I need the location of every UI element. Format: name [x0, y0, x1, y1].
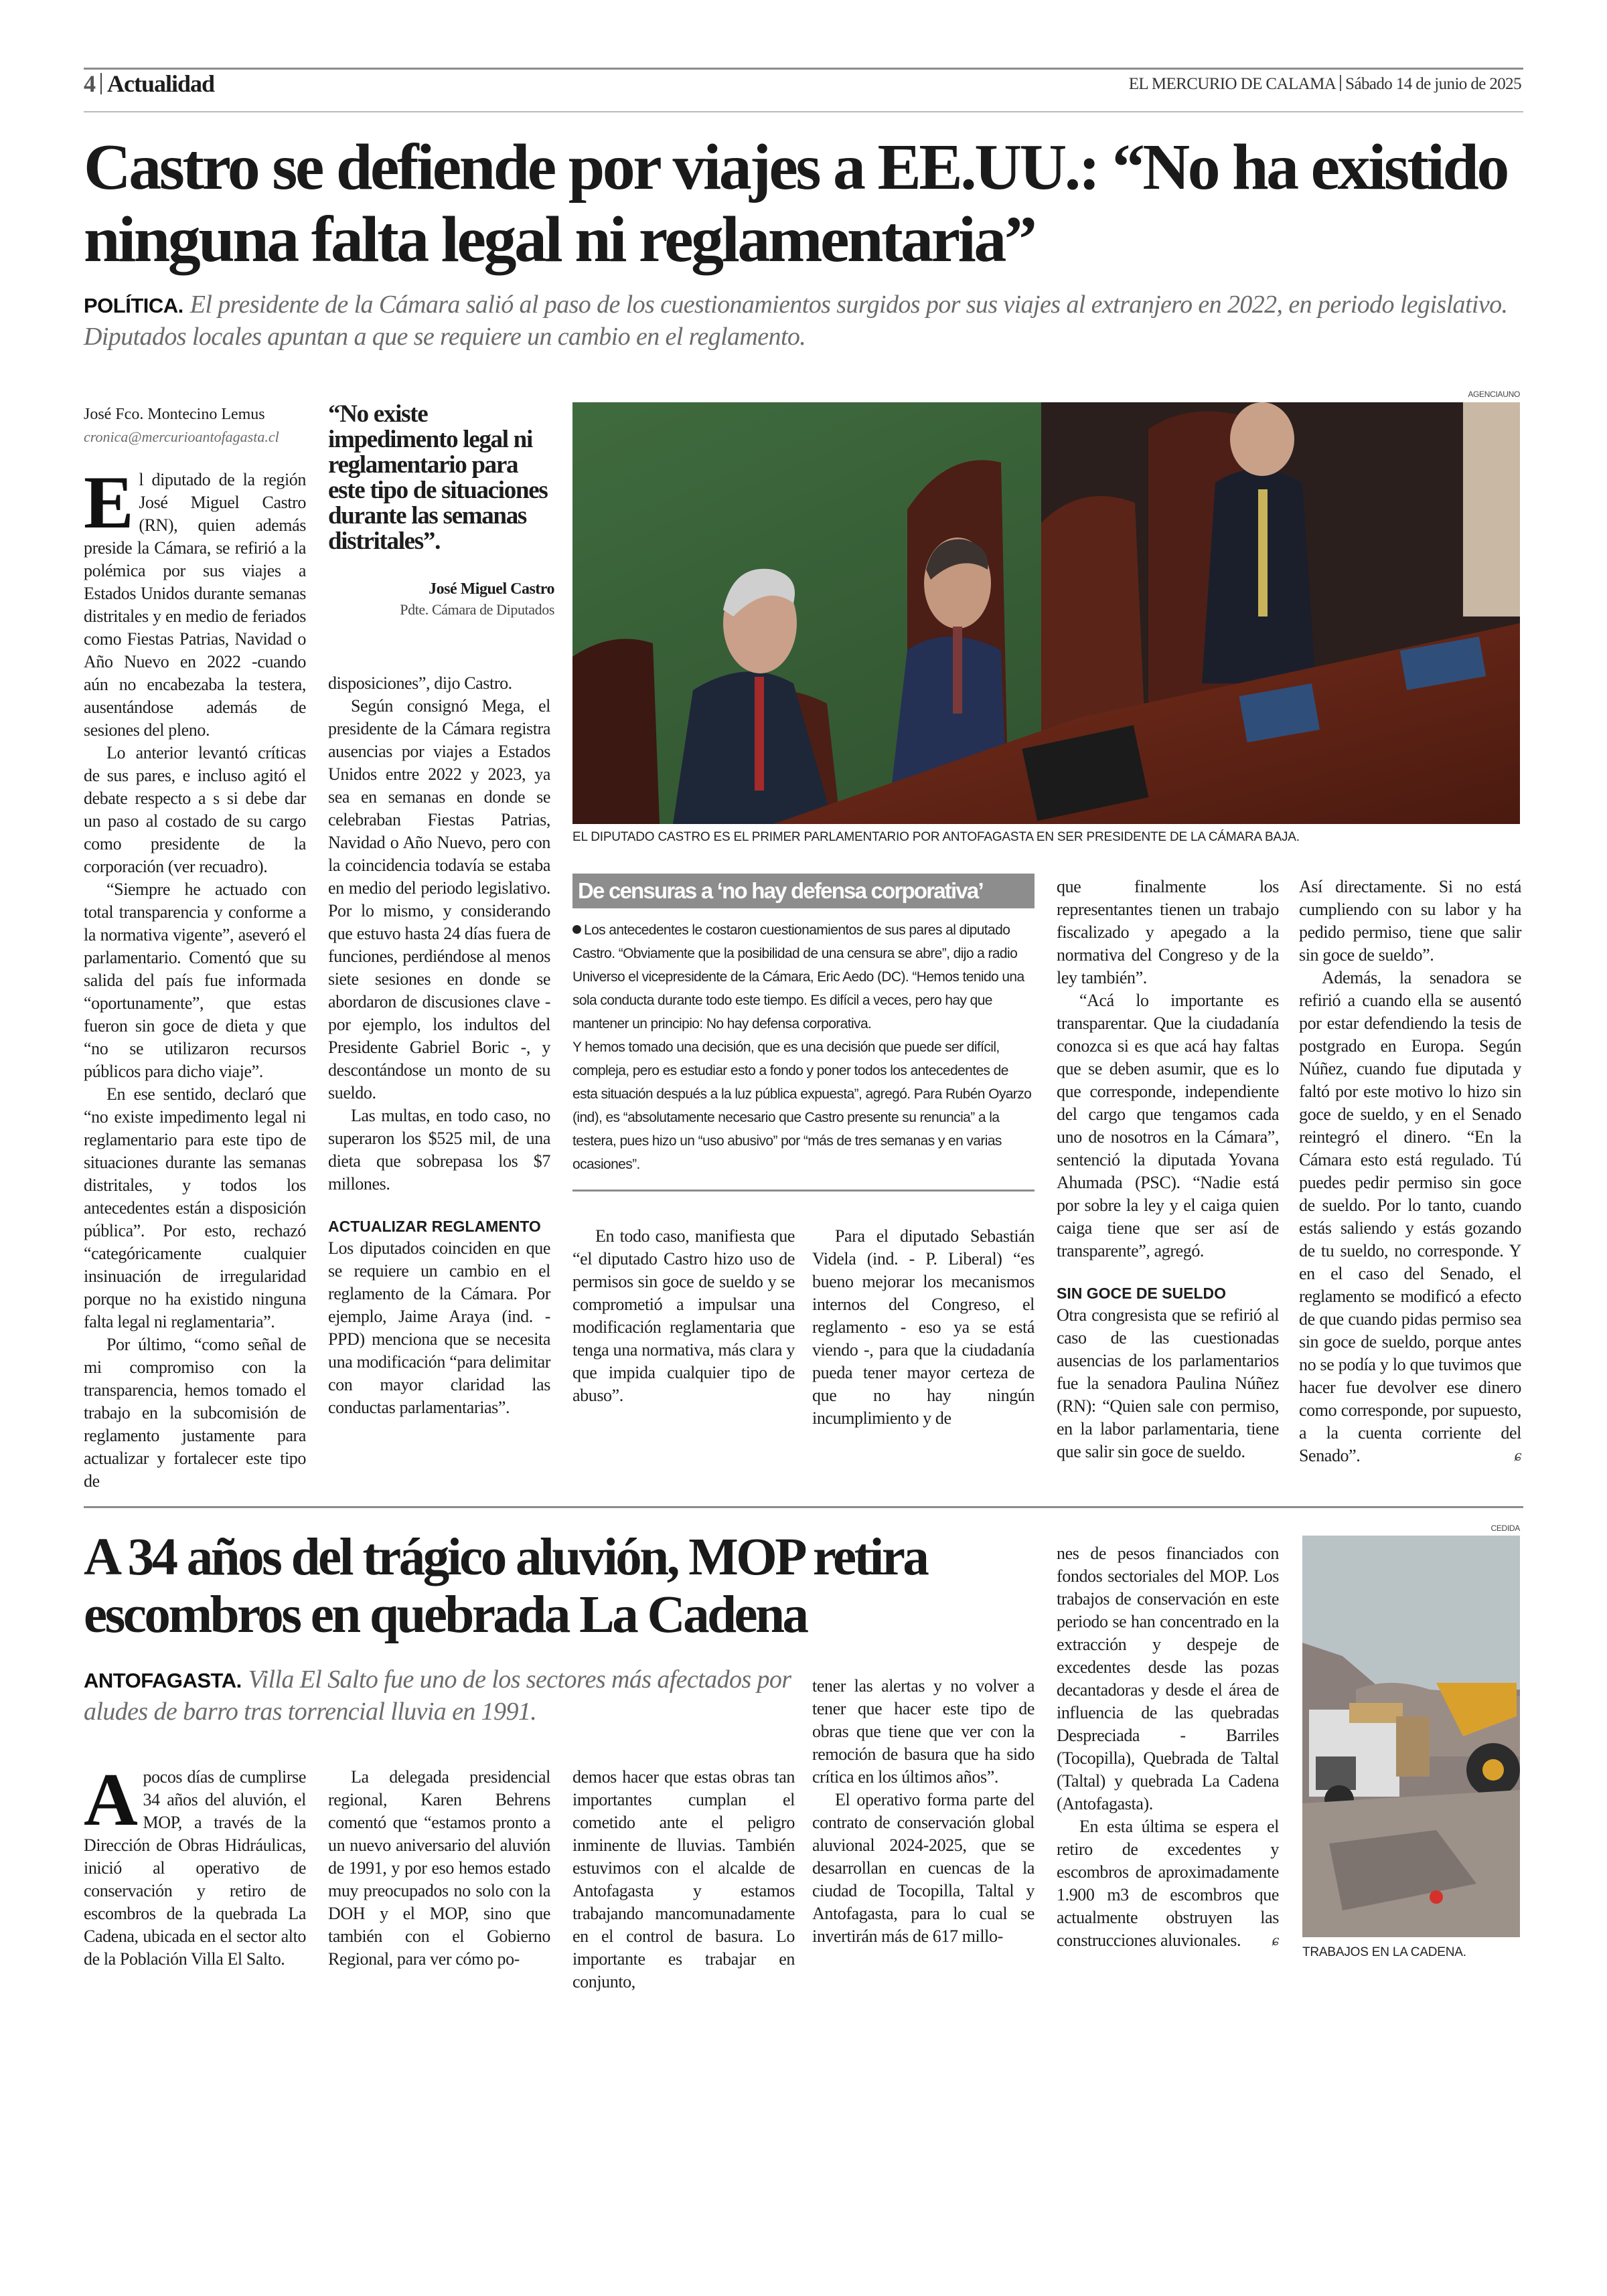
header-separator	[100, 73, 102, 94]
end-mark-icon: ɕ	[1514, 1447, 1521, 1465]
section-subhead: ACTUALIZAR REGLAMENTO	[328, 1218, 541, 1235]
article-kicker: ANTOFAGASTA.	[84, 1669, 242, 1692]
quote-author: José Miguel Castro	[429, 580, 554, 598]
box-paragraph: Los antecedentes le costaron cuestionamientos de sus pares al diputado Castro. “Obviamente que la posibilidad de una censura se abre”, dijo a radio Universo el vicepresidente de la Cámara, Eric Aedo (DC). “Hemos tenido una sola conducta durante todo este tiempo. Es difícil a veces, pero hay que mantener un principio: No hay defensa corporativa.	[572, 922, 1024, 1032]
article-deck	[84, 289, 1523, 352]
sidebar-box-text	[572, 918, 1035, 1176]
article-headline: A 34 años del trágico aluvión, MOP retira escombros en quebrada La Cadena	[84, 1528, 927, 1644]
article-column-1	[84, 1758, 306, 1971]
body-paragraph: “Acá lo importante es transparentar. Que la ciudadanía conozca si es que acá hay faltas que se deben asumir, que es lo que corresponde, independiente del cargo que tengamos cada uno de nosotros en la Cámara”, sentenció la diputada Yovana Ahumada (PSC). “Nadie está por sobre la ley y el caiga quien caiga tiene que ser así de transparente”, agregó.	[1057, 991, 1279, 1260]
byline-author: José Fco. Montecino Lemus	[84, 406, 265, 423]
masthead-info	[1129, 75, 1521, 94]
body-paragraph: Los diputados coinciden en que se requiere un cambio en el reglamento de la Cámara. Por ejemplo, Jaime Araya (ind. - PPD) menciona que se necesita una modificación “para delimitar con mayor claridad las conductas parlamentarias”.	[328, 1238, 550, 1417]
box-rule	[572, 1190, 1035, 1192]
article-headline: Castro se defiende por viajes a EE.UU.: “No ha existido ninguna falta legal ni reglamentaria”	[84, 131, 1507, 276]
body-paragraph: tener las alertas y no volver a tener que hacer este tipo de obras que tiene que ver con la remoción de basura que ha sido crítica en los últimos años”.	[812, 1676, 1035, 1787]
body-paragraph: disposiciones”, dijo Castro.	[328, 673, 512, 693]
article-column-2	[328, 402, 554, 1419]
body-paragraph: El operativo forma parte del contrato de conservación global aluvional 2024-2025, que se desarrollan en cuencas de la ciudad de Tocopilla, Taltal y Antofagasta, para lo cual se invertirán más de 617 millo-	[812, 1790, 1035, 1946]
excavation-photo-image	[1302, 1536, 1520, 1937]
page-number: 4	[84, 70, 95, 97]
article-column-4	[812, 1225, 1035, 1430]
drop-cap: A	[84, 1758, 138, 1841]
body-paragraph: Otra congresista que se refirió al caso de las cuestionadas ausencias de los parlamentarios fue la senadora Paulina Núñez (RN): “Quien sale con permiso, en la labor parlamentaria, tiene que salir sin goce de sueldo.	[1057, 1305, 1279, 1461]
body-paragraph: Apocos días de cumplirse 34 años del aluvión, el MOP, a través de la Dirección de Obras Hidráulicas, inició al operativo de conservación y retiro de escombros de la quebrada La Cadena, ubicada en el sector alto de la Población Villa El Salto.	[84, 1758, 306, 1969]
photo-caption: EL DIPUTADO CASTRO ES EL PRIMER PARLAMENTARIO POR ANTOFAGASTA EN SER PRESIDENTE DE LA CÁMARA BAJA.	[572, 830, 1300, 844]
drop-cap: E	[84, 461, 134, 544]
body-paragraph: Por último, “como señal de mi compromiso con la transparencia, hemos tomado el trabajo en la subcomisión de reglamento justamente para actualizar y fortalecer este tipo de	[84, 1335, 306, 1491]
section-name: Actualidad	[107, 70, 215, 97]
body-paragraph: demos hacer que estas obras tan importantes cumplan el cometido ante el peligro inminente de lluvias. También estuvimos con el alcalde de Antofagasta y estamos trabajando mancomunadamente en el control de basura. Lo importante es trabajar en conjunto,	[572, 1767, 795, 1991]
box-paragraph: Y hemos tomado una decisión, que es una decisión que puede ser difícil, compleja, pero es estudiar esto a fondo y poner todos los antecedentes de esta situación después a la luz pública expuesta”, agregó. Para Rubén Oyarzo (ind), es “absolutamente necesario que Castro presente su renuncia” a la testera, pues hizo un “uso abusivo” por “más de tres semanas y en varias ocasiones”.	[572, 1040, 1032, 1172]
congress-photo	[572, 402, 1520, 824]
body-paragraph: que finalmente los representantes tienen un trabajo fiscalizado y apegado a la normativa del Congreso y de la ley también”.	[1057, 877, 1279, 987]
publication-date: Sábado 14 de junio de 2025	[1345, 75, 1521, 93]
photo-credit: AGENCIAUNO	[1468, 390, 1520, 399]
body-paragraph: Lo anterior levantó críticas de sus pares, e incluso agitó el debate respecto a s si debe dar un paso al costado de su cargo como presidente de la corporación (ver recuadro).	[84, 743, 306, 876]
article-kicker: POLÍTICA.	[84, 294, 183, 317]
column-2-body	[328, 672, 550, 1419]
bullet-icon	[572, 925, 581, 934]
end-mark-icon: ɕ	[1272, 1932, 1279, 1949]
body-paragraph: En esta última se espera el retiro de excedentes y escombros de aproximadamente 1.900 m3 de escombros que actualmente obstruyen las construcciones aluvionales. ɕ	[1057, 1815, 1279, 1952]
body-paragraph: nes de pesos financiados con fondos sectoriales del MOP. Los trabajos de conservación en este periodo se han concentrado en la extracción y despeje de excedentes desde las pozas decantadoras y desde el área de influencia de las quebradas Despreciada - Barriles (Tocopilla), Quebrada de Taltal (Taltal) y quebrada La Cadena (Antofagasta).	[1057, 1544, 1279, 1813]
top-rule	[84, 68, 1523, 70]
pull-quote: “No existe impedimento legal ni reglamentario para este tipo de situaciones durante las semanas distritales”.	[328, 400, 548, 555]
lower-columns	[572, 1225, 1035, 1430]
body-paragraph: En ese sentido, declaró que “no existe impedimento legal ni reglamentario para este tipo de situaciones durante las semanas distritales, y todos los antecedentes están a disposición pública”. Por esto, rechazó “categóricamente cualquier insinuación de irregularidad porque no ha existido ninguna falta legal ni reglamentaria”.	[84, 1084, 306, 1331]
article-column-3	[572, 1225, 795, 1430]
body-paragraph: En todo caso, manifiesta que “el diputado Castro hizo uso de permisos sin goce de sueldo y se comprometió a impulsar una modificación reglamentaria que tenga una normativa, más clara y que impida cualquier tipo de abuso”.	[572, 1226, 795, 1405]
article-deck	[84, 1664, 804, 1727]
article-column-3	[572, 1766, 795, 1993]
quote-author-role: Pdte. Cámara de Diputados	[400, 601, 554, 618]
body-paragraph: Según consignó Mega, el presidente de la Cámara registra ausencias por viajes a Estados Unidos entre 2022 y 2023, ya sea en semanas en donde se celebraban Fiestas Patrias, Navidad o Año Nuevo, pero con la coincidencia todavía se estaba en medio del periodo legislativo. Por lo mismo, y considerando que estuvo hasta 24 días fuera de funciones, perdiéndose al menos siete sesiones en donde se abordaron de discusiones clave - por ejemplo, los indultos del Presidente Gabriel Boric -, y descontándose un monto de su sueldo.	[328, 696, 550, 1102]
body-paragraph: El diputado de la región José Miguel Castro (RN), quien además preside la Cámara, se refirió a la polémica por sus viajes a Estados Unidos durante semanas distritales y en medio de feriados como Fiestas Patrias, Navidad o Año Nuevo en 2022 -cuando aún no encabezaba la testera, ausentándose además de sesiones del pleno.	[84, 461, 306, 740]
article-separator	[84, 1506, 1523, 1508]
body-paragraph: Para el diputado Sebastián Videla (ind. - P. Liberal) “es bueno mejorar los mecanismos internos del Congreso, el reglamento - eso ya se está viendo -, para que la ciudadanía pueda tener mayor certeza de que no hay ningún incumplimiento y de	[812, 1226, 1035, 1428]
body-paragraph: Así directamente. Si no está cumpliendo con su labor y ha pedido permiso, tiene que salir sin goce de sueldo”.	[1299, 877, 1521, 965]
article-column-5	[1057, 1542, 1279, 1952]
article-column-6	[1299, 876, 1521, 1467]
photo-credit: CEDIDA	[1490, 1524, 1520, 1533]
section-header	[84, 70, 214, 98]
deck-text: Villa El Salto fue uno de los sectores más afectados por aludes de barro tras torrencial lluvia en 1991.	[84, 1665, 791, 1726]
congress-photo-image	[572, 402, 1520, 824]
sidebar-box	[572, 874, 1035, 1430]
body-paragraph: Además, la senadora se refirió a cuando ella se ausentó por estar defendiendo la tesis de postgrado en Europa. Según Núñez, cuando fue diputada y faltó por este motivo lo hizo sin goce de sueldo, y en el Senado reintegró el dinero. “En la Cámara esto está regulado. Tú puedes pedir permiso sin goce de sueldo. Por lo tanto, cuando estás saliendo y estás gozando de tu sueldo, no corresponde. Y en el caso del Senado, el reglamento se modificó a efecto de que cuando pidas permiso sea sin goce de sueldo, porque antes no se podía y lo que tuvimos que hacer fue devolver ese dinero como corresponde, por supuesto, a la cuenta corriente del Senado”. ɕ	[1299, 967, 1521, 1467]
byline-email[interactable]: cronica@mercurioantofagasta.cl	[84, 428, 279, 445]
article-column-5	[1057, 876, 1279, 1463]
body-paragraph: “Siempre he actuado con total transparencia y conforme a la normativa vigente”, aseveró el parlamentario. Comentó que su salida del país fue informada “oportunamente”, que estas fueron sin goce de dieta y que “no se utilizaron recursos públicos para dicho viaje”.	[84, 880, 306, 1081]
sidebar-box-title: De censuras a ‘no hay defensa corporativa’	[572, 874, 1035, 908]
article-heading-block	[84, 131, 1543, 352]
deck-text: El presidente de la Cámara salió al paso de los cuestionamientos surgidos por sus viajes al extranjero en 2022, en periodo legislativo. Diputados locales apuntan a que se requiere un cambio en el reglamento.	[84, 291, 1508, 351]
excavation-photo	[1302, 1536, 1520, 1937]
body-paragraph: Las multas, en todo caso, no superaron los $525 mil, de una dieta que sobrepasa los $7 millones.	[328, 1106, 550, 1194]
photo-caption: TRABAJOS EN LA CADENA.	[1302, 1945, 1466, 1959]
header-rule	[84, 111, 1523, 112]
article-column-2	[328, 1766, 550, 1971]
article-column-1	[84, 461, 306, 1493]
section-subhead: SIN GOCE DE SUELDO	[1057, 1285, 1227, 1302]
article-column-4	[812, 1675, 1035, 1948]
publication-name: EL MERCURIO DE CALAMA	[1128, 75, 1336, 93]
header-separator	[1340, 75, 1341, 91]
body-paragraph: La delegada presidencial regional, Karen Behrens comentó que “estamos pronto a un nuevo aniversario del aluvión de 1991, y por eso hemos estado muy preocupados no solo con la DOH y el MOP, sino que también con el Gobierno Regional, para ver cómo po-	[328, 1767, 550, 1969]
